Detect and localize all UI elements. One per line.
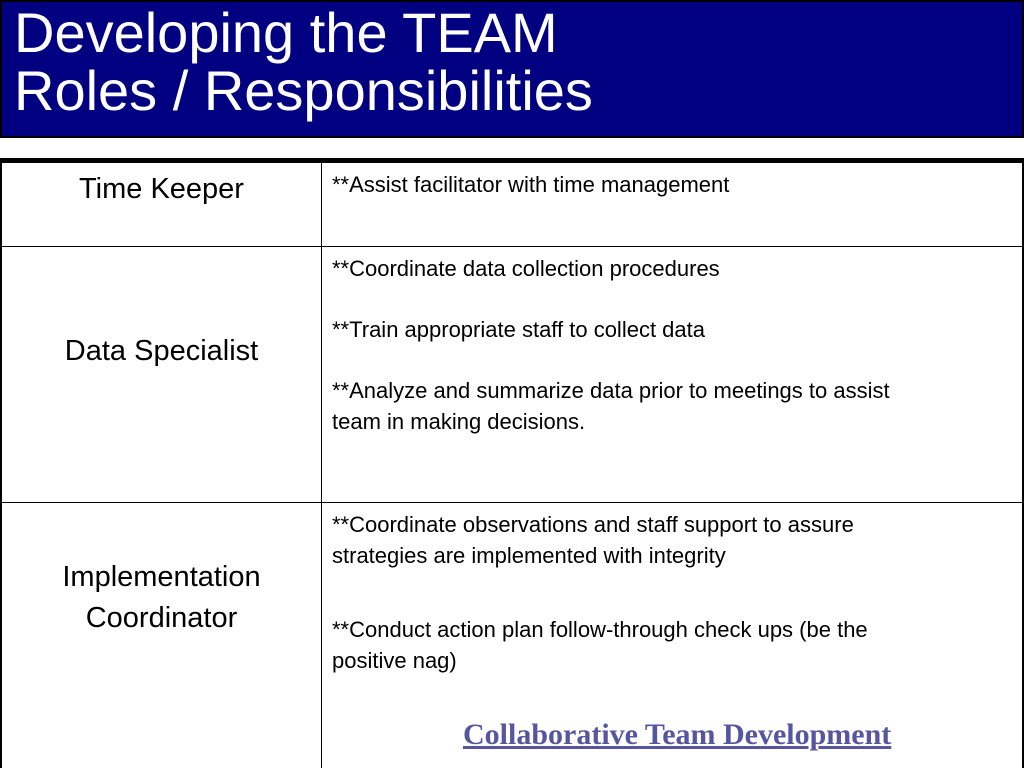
role-cell <box>1 247 322 503</box>
responsibilities-cell <box>322 163 1024 247</box>
role-name: Implementation <box>62 561 261 593</box>
responsibility-text: **Assist facilitator with time management <box>332 172 730 197</box>
responsibilities-cell <box>322 247 1024 503</box>
responsibility-text: **Coordinate data collection procedures <box>332 256 720 281</box>
table-row-time-keeper <box>1 163 1023 247</box>
role-cell <box>1 503 322 768</box>
role-name: Time Keeper <box>79 173 244 205</box>
responsibility-text-continued: positive nag) <box>332 648 457 673</box>
role-name-continued: Coordinator <box>85 602 238 634</box>
responsibility-text-continued: strategies are implemented with integrity <box>332 543 726 568</box>
responsibility-text: **Analyze and summarize data prior to meetings to assist <box>332 378 890 403</box>
responsibility-text: **Train appropriate staff to collect data <box>332 317 705 342</box>
role-cell <box>1 163 322 247</box>
role-name: Data Specialist <box>64 335 259 367</box>
table-row-data-specialist <box>1 247 1023 503</box>
responsibility-text: **Coordinate observations and staff support to assure <box>332 512 854 537</box>
responsibility-text: **Conduct action plan follow-through check ups (be the <box>332 617 868 642</box>
slide-title-line-1: Developing the TEAM <box>14 1 558 64</box>
slide-title-line-2: Roles / Responsibilities <box>14 59 593 122</box>
collaborative-team-development-link[interactable]: Collaborative Team Development <box>463 718 892 751</box>
title-bar <box>0 0 1024 138</box>
responsibility-text-continued: team in making decisions. <box>332 409 586 434</box>
roles-table <box>0 162 1024 768</box>
